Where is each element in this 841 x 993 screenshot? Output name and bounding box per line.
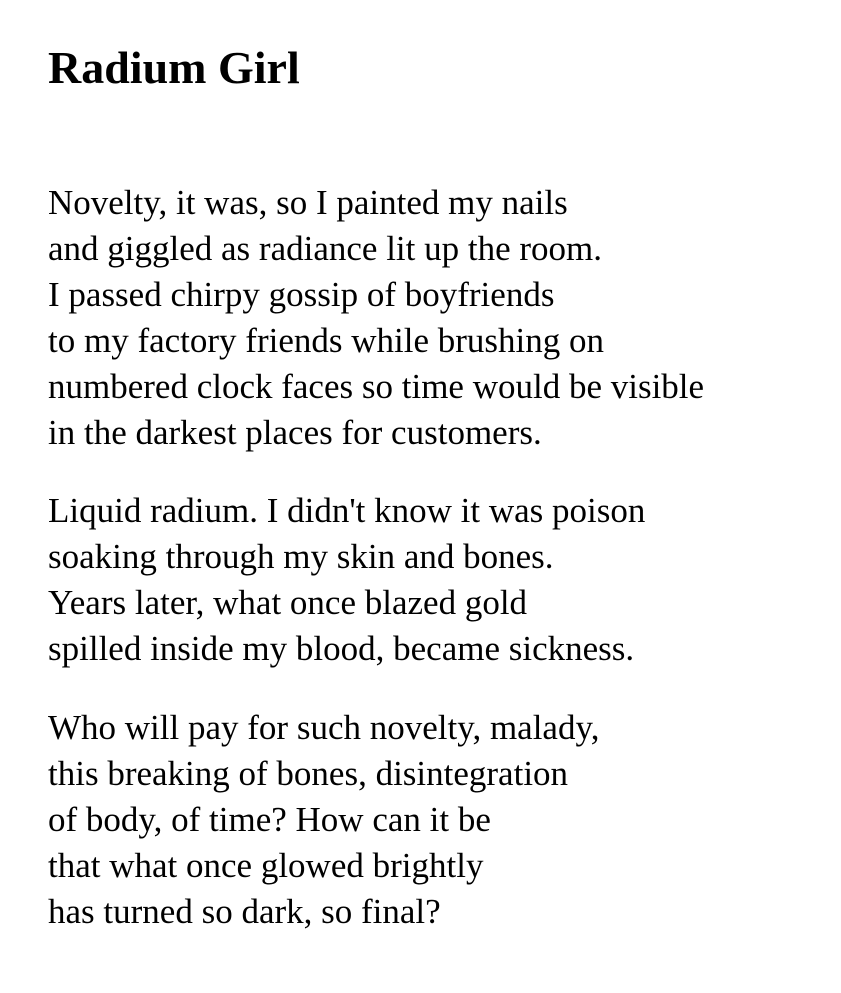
poem-title: Radium Girl — [48, 42, 300, 93]
poem-line: spilled inside my blood, became sickness. — [48, 629, 635, 668]
poem-line: numbered clock faces so time would be visible — [48, 367, 705, 406]
poem-line: Who will pay for such novelty, malady, — [48, 708, 600, 747]
poem-line: has turned so dark, so final? — [48, 892, 441, 931]
poem-line: soaking through my skin and bones. — [48, 537, 554, 576]
poem-line: to my factory friends while brushing on — [48, 321, 605, 360]
poem-line: Liquid radium. I didn't know it was poison — [48, 491, 646, 530]
stanza-2 — [48, 488, 828, 672]
poem-line: in the darkest places for customers. — [48, 413, 542, 452]
poem-line: that what once glowed brightly — [48, 846, 484, 885]
poem-line: Novelty, it was, so I painted my nails — [48, 183, 568, 222]
stanza-3 — [48, 705, 828, 935]
poem-line: of body, of time? How can it be — [48, 800, 491, 839]
poem-line: I passed chirpy gossip of boyfriends — [48, 275, 555, 314]
poem-line: this breaking of bones, disintegration — [48, 754, 569, 793]
poem-line: and giggled as radiance lit up the room. — [48, 229, 603, 268]
stanza-1 — [48, 180, 828, 456]
poem-page — [48, 0, 828, 935]
poem-line: Years later, what once blazed gold — [48, 583, 528, 622]
